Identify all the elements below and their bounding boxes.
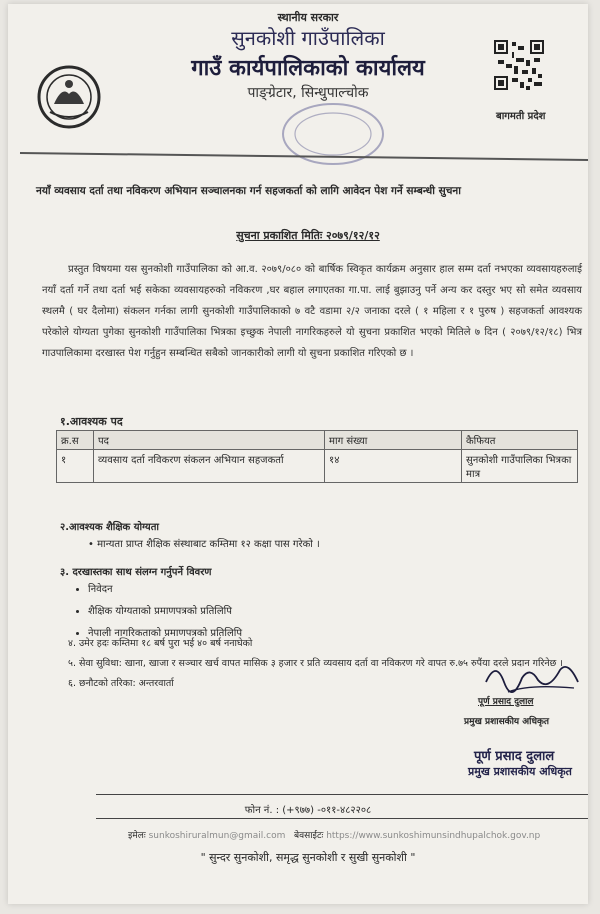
cell-remarks: सुनकोशी गाउँपालिका भित्रका मात्र [462,450,578,483]
email-label: इमेलः [128,831,146,841]
notice-body: प्रस्तुत विषयमा यस सुनकोशी गाउँपालिका को आ.व. २०७९/०८० को बार्षिक स्विकृत कार्यक्रम अनुसार हाल सम्म दर्ता नभएका व्यवसायहरुलाई नयाँ दर्ता गर्ने तथा दर्ता भई सकेका व्यवसायहरुको नविकरण ,घर बहाल लगाएतका गा.पा. लाई बुझाउनु पर्ने अन्य कर दस्तुर भए सो समेत व्यवसाय स्थलमै ( घर दैलोमा) संकलन गर्नका लागी सुनकोशी गाउँपालिकाको ७ वटै वडामा २/२ जनाका दरले ( १ महिला र १ पुरुष ) सहजकर्ता आवश्यक परेकोले योग्यता पुगेका सुनकोशी गाउँपालिका भित्रका इच्छुक नेपाली नागरिकहरुले यो सुचना प्रकाशित भएको मितिले ७ दिन ( २०७९/१२/१८) भित्र गाउपालिकामा दरखास्त पेश गर्नुहुन सम्बन्धित सबैको जानकारीको लागी यो सुचना प्रकाशित गरिएको छ । [42,264,582,359]
section-required-post-title: १.आवश्यक पद [60,415,123,428]
signer-role-small: प्रमुख प्रशासकीय अधिकृत [464,717,550,727]
list-item: • नेपाली नागरिकताको प्रमाणपत्रको प्रतिलिपि [88,624,242,644]
municipality-name: सुनकोशी गाउँपालिका [231,26,385,50]
col-remarks: कैफियत [462,431,578,450]
gov-label: स्थानीय सरकार [277,11,339,24]
note-selection: ६. छनौटको तरिका: अन्तरवार्ता [68,678,174,689]
footer-divider-bottom [96,818,588,819]
office-address: पाङ्‌ग्रेटार, सिन्धुपाल्चोक [247,85,369,101]
notice-subject: नयाँ व्यवसाय दर्ता तथा नविकरण अभियान सञ्चालनका गर्न सहजकर्ता को लागि आवेदन पेश गर्ने सम्बन्धी सुचना [36,185,461,197]
table-header-row [57,431,578,450]
publication-date: सुचना प्रकाशित मितिः २०७९/१२/१२ [236,229,380,242]
note-age: ४. उमेर हदः कम्तिमा १८ बर्ष पुरा भई ४० बर्ष ननाघेको [68,638,253,649]
notice-page [8,4,588,904]
signer-role: प्रमुख प्रशासकीय अधिकृत [468,765,572,778]
list-item: • शैक्षिक योग्यताको प्रमाणपत्रको प्रतिलिपि [88,602,242,622]
website-link[interactable]: https://www.sunkoshimunsindhupalchok.gov.np [326,831,541,841]
province-label: बागमती प्रदेश [496,111,546,122]
email-link[interactable]: sunkoshiruralmun@gmail.com [148,831,286,841]
website-label: बेवसाईटः [293,831,324,841]
col-sn: क्र.स [57,431,94,450]
required-posts-table [56,430,578,483]
section-attachments-title: ३. दरखास्तका साथ संलग्न गर्नुपर्ने विवरण [60,567,212,578]
qualification-item: • मान्यता प्राप्त शैक्षिक संस्थाबाट कम्तिमा १२ कक्षा पास गरेको । [88,539,320,550]
cell-post: व्यवसाय दर्ता नविकरण संकलन अभियान सहजकर्ता [94,450,325,483]
footer-divider-top [96,794,588,795]
section-qualification-title: २.आवश्यक शैक्षिक योग्यता [60,522,160,533]
cell-count: १४ [325,450,462,483]
col-count: माग संख्या [325,431,462,450]
signer-name-small: पूर्ण प्रसाद दुलाल [478,697,534,707]
qr-code-icon [494,40,544,90]
list-item: • निवेदन [88,580,242,600]
table-row [57,450,578,483]
cell-sn: १ [57,450,94,483]
footer-contact [128,828,588,841]
qualification-text: मान्यता प्राप्त शैक्षिक संस्थाबाट कम्तिमा १२ कक्षा पास गरेको । [97,539,320,550]
office-name: गाउँ कार्यपालिकाको कार्यालय [191,56,425,81]
footer-phone: फोन नं. : (+९७७) -०११-४८२२०८ [244,805,372,816]
footer-slogan: " सुन्दर सुनकोशी, समृद्ध सुनकोशी र सुखी सुनकोशी " [200,851,416,864]
col-post: पद [94,431,325,450]
signer-name: पूर्ण प्रसाद दुलाल [474,749,555,764]
note-facility: ५. सेवा सुविधा: खाना, खाजा र सञ्चार खर्च वापत मासिक ३ हजार र प्रति व्यवसाय दर्ता वा नविकरण गरे वापत रु.७५ रुपैंया दरले प्रदान गरिनेछ । [68,658,563,669]
